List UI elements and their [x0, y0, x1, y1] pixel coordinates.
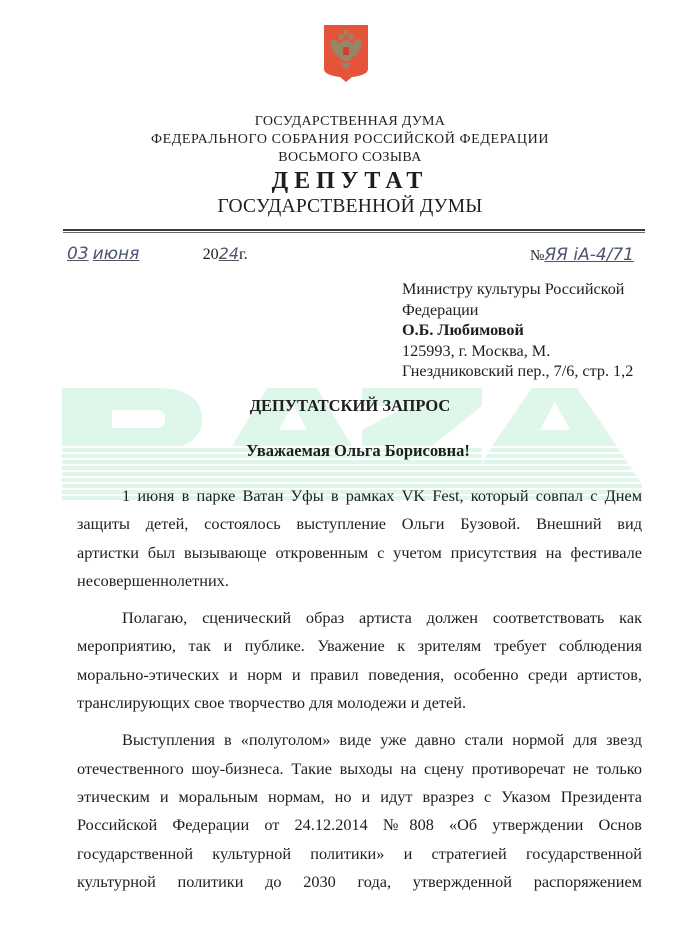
paragraph-line: защиты детей, состоялось выступление Ольги Бузовой. Внешний вид [77, 514, 642, 534]
document-body [77, 482, 642, 896]
addressee-line-2: Федерации [402, 300, 479, 319]
paragraph-line: транслирующих свое творчество для молодежи и детей. [77, 693, 467, 713]
letterhead-line-3: ВОСЬМОГО СОЗЫВА [278, 150, 422, 165]
date-month: июня [92, 244, 140, 264]
coat-of-arms-emblem [322, 23, 370, 83]
paragraph-3 [77, 726, 642, 896]
document-date [67, 244, 248, 264]
date-year-suffix: 24 [218, 244, 239, 263]
paragraph-line: культурной политики до 2030 года, утвержденной распоряжением [77, 871, 642, 891]
letterhead-title: ДЕПУТАТ [271, 168, 429, 194]
header-divider [63, 229, 645, 233]
paragraph-line: отечественного шоу-бизнеса. Такие выходы на сцену противоречат не только [77, 758, 642, 778]
letterhead-line-1: ГОСУДАРСТВЕННАЯ ДУМА [254, 114, 446, 129]
date-year-prefix: 20 [202, 246, 219, 263]
paragraph-line: Российской Федерации от 24.12.2014 №808 «Об утверждении Основ [77, 815, 642, 835]
date-year-end: г. [239, 246, 248, 263]
paragraph-1 [77, 482, 642, 595]
letterhead-line-2: ФЕДЕРАЛЬНОГО СОБРАНИЯ РОССИЙСКОЙ ФЕДЕРАЦИИ [150, 132, 550, 147]
date-day: 03 [67, 244, 89, 264]
paragraph-line: Полагаю, сценический образ артиста должен соответствовать как [122, 608, 642, 628]
addressee-line-1: Министру культуры Российской [402, 280, 625, 298]
number-prefix: № [530, 248, 545, 264]
paragraph-line: Выступления в «полуголом» виде уже давно стали нормой для звезд [122, 730, 642, 750]
letterhead-subtitle: ГОСУДАРСТВЕННОЙ ДУМЫ [217, 196, 483, 217]
addressee-line-3: 125993, г. Москва, М. [402, 341, 551, 360]
paragraph-2 [77, 604, 642, 717]
number-value: ЯЯ іА-4/71 [544, 245, 635, 265]
paragraph-line: мероприятию, так и публике. Уважение к зрителям требует соблюдения [77, 636, 642, 656]
paragraph-line: государственной культурной политики» и стратегией государственной [77, 843, 642, 863]
paragraph-line: морально-этических и норм и правил поведения, особенно среди артистов, [77, 664, 642, 684]
paragraph-line: несовершеннолетних. [77, 570, 229, 590]
document-title: ДЕПУТАТСКИЙ ЗАПРОС [249, 396, 451, 415]
paragraph-line: артистки был вызывающе откровенным с учетом присутствия на фестивале [77, 542, 642, 562]
addressee-block [402, 279, 633, 382]
addressee-line-4: Гнездниковский пер., 7/6, стр. 1,2 [402, 362, 634, 380]
paragraph-line: этическим и моральным нормам, но и идут вразрез с Указом Президента [77, 786, 642, 806]
paragraph-line: 1 июня в парке Ватан Уфы в рамках VK Fest, который совпал с Днем [122, 486, 642, 505]
greeting: Уважаемая Ольга Борисовна! [246, 441, 470, 460]
addressee-name: О.Б. Любимовой [402, 321, 524, 339]
document-number [530, 245, 634, 265]
